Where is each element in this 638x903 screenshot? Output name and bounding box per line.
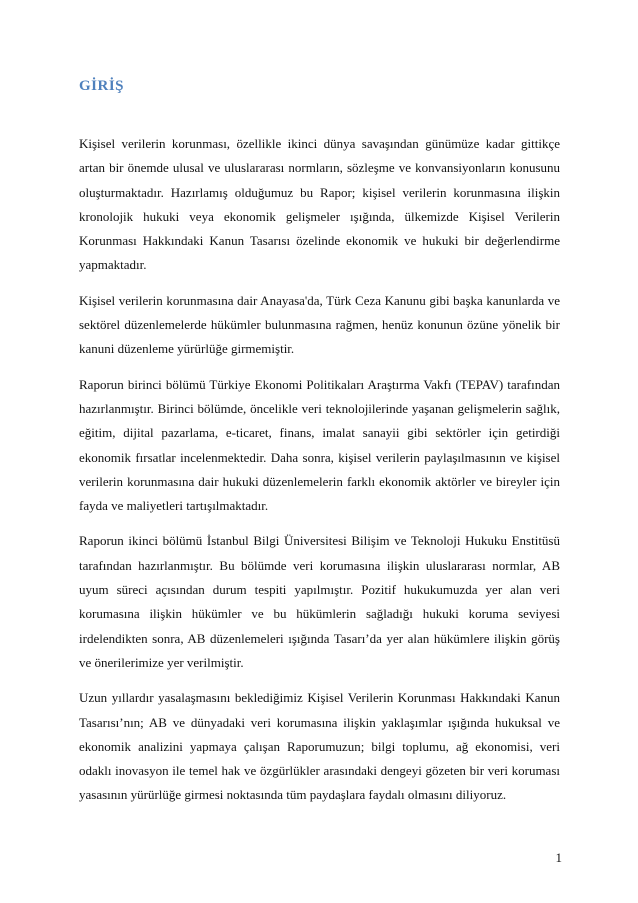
paragraph: Raporun ikinci bölümü İstanbul Bilgi Üniversitesi Bilişim ve Teknoloji Hukuku Enstitüsü tarafından hazırlanmıştır. Bu bölümde veri korumasına ilişkin uluslararası normlar, AB uyum süreci açısından durum tespiti yapılmıştır. Pozitif hukukumuzda yer alan veri korumasına ilişkin hükümler ve bu hükümlerin sağladığı hukuki koruma seviyesi irdelendikten sonra, AB düzenlemeleri ışığında Tasarı’da yer alan hükümlere ilişkin görüş ve önerilerimize yer verilmiştir. [79, 533, 560, 670]
paragraph: Kişisel verilerin korunmasına dair Anayasa'da, Türk Ceza Kanunu gibi başka kanunlarda ve sektörel düzenlemelerde hükümler bulunmasına rağmen, henüz konunun özüne yönelik bir kanuni düzenleme yürürlüğe girmemiştir. [79, 292, 560, 357]
page-number: 1 [555, 850, 562, 865]
paragraph: Raporun birinci bölümü Türkiye Ekonomi Politikaları Araştırma Vakfı (TEPAV) tarafından hazırlanmıştır. Birinci bölümde, öncelikle veri teknolojilerinde yaşanan gelişmelerin sağlık, eğitim, dijital pazarlama, e-ticaret, finans, imalat sanayii gibi sektörler için getirdiği ekonomik fırsatlar incelenmektedir. Daha sonra, kişisel verilerin paylaşılmasının ve kişisel verilerin korunmasına dair hukuki düzenlemelerin farklı ekonomik aktörler ve bireyler için fayda ve maliyetleri tartışılmaktadır. [79, 376, 560, 514]
paragraph: Uzun yıllardır yasalaşmasını beklediğimiz Kişisel Verilerin Korunması Hakkındaki Kanun Tasarısı’nın; AB ve dünyadaki veri korumasına ilişkin yaklaşımlar ışığında hukuksal ve ekonomik analizini yapmaya çalışan Raporumuzun; bilgi toplumu, ağ ekonomisi, veri odaklı inovasyon ile temel hak ve özgürlükler arasındaki dengeyi gözeten bir veri koruması yasasının yürürlüğe girmesi noktasında tüm paydaşlara faydalı olmasını diliyoruz. [79, 690, 560, 803]
body-text [79, 132, 560, 819]
paragraph: Kişisel verilerin korunması, özellikle ikinci dünya savaşından günümüze kadar gittikçe artan bir önemde ulusal ve uluslararası normların, sözleşme ve konvansiyonların konusunu oluşturmaktadır. Hazırlamış olduğumuz bu Rapor; kişisel verilerin korunmasına ilişkin kronolojik hukuki veya ekonomik gelişmeler ışığında, ülkemizde Kişisel Verilerin Korunması Hakkındaki Kanun Tasarısı özelinde ekonomik ve hukuki bir değerlendirme yapmaktadır. [79, 136, 560, 273]
section-heading: GİRİŞ [79, 78, 125, 94]
